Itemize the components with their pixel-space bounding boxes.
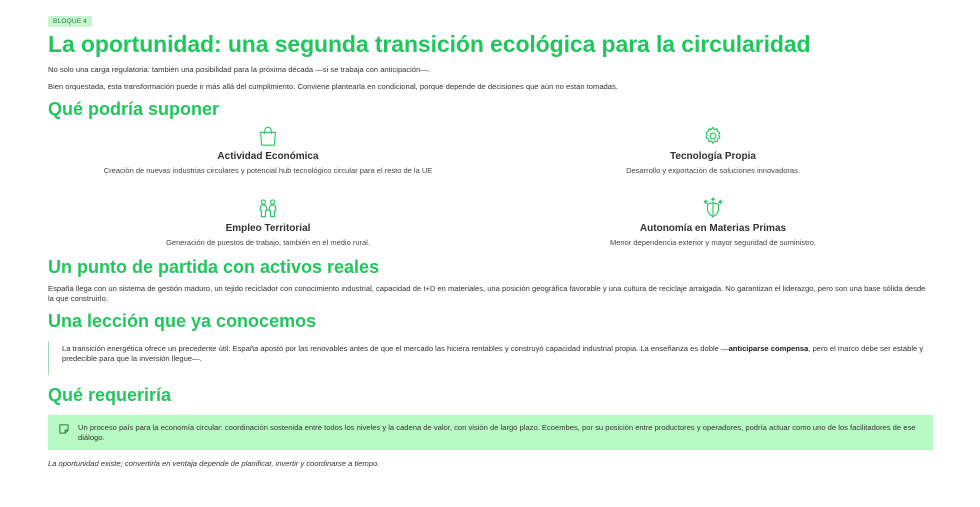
leccion-text-end: , pero el marco debe ser estable y predecible para que la inversión llegue—. (62, 344, 924, 363)
heading-punto-de-partida: Un punto de partida con activos reales (48, 257, 380, 277)
leccion-quote (48, 341, 933, 375)
heading-leccion: Una lección que ya conocemos (48, 311, 317, 331)
benefit-title: Actividad Económica (217, 151, 319, 162)
shopping-bag-icon (257, 125, 279, 147)
leccion-text-start: La transición energética ofrece un precedente útil: España apostó por las renovables antes de que el mercado las hiciera rentables y construyó capacidad industrial propia. La enseñanza es doble — (62, 344, 729, 353)
shield-sparkle-icon (702, 197, 724, 219)
intro-paragraph-2: Bien orquestada, esta transformación puede ir más allá del cumplimiento. Conviene plantearla en condicional, porque depende de decisiones que aún no están tomadas. (48, 82, 618, 91)
benefit-title: Empleo Territorial (225, 223, 311, 234)
benefit-title: Tecnología Propia (670, 151, 756, 162)
benefit-autonomia-materias-primas (493, 197, 933, 248)
benefit-empleo-territorial (48, 197, 488, 248)
heading-que-podria-suponer: Qué podría suponer (48, 99, 220, 119)
leccion-emphasis: anticiparse compensa (728, 344, 809, 353)
requeriria-text: Un proceso país para la economía circular: coordinación sostenida entre todos los niveles y la cadena de valor, con visión de largo plazo. Ecoembes, por su posición entre productores y operadores, podría actuar como uno de los facilitadores de ese diálogo. (78, 423, 916, 442)
requeriria-callout (48, 415, 933, 450)
gear-icon (702, 125, 724, 147)
document-page (48, 10, 933, 469)
page-title: La oportunidad: una segunda transición ecológica para la circularidad (48, 31, 811, 57)
section-badge: BLOQUE 4 (48, 16, 92, 27)
benefit-description: Desarrollo y exportación de soluciones innovadoras. (626, 166, 800, 175)
benefits-grid (48, 120, 933, 255)
benefit-actividad-economica (48, 125, 488, 176)
punto-paragraph: España llega con un sistema de gestión maduro, un tejido reciclador con conocimiento industrial, capacidad de I+D en materiales, una posición geográfica favorable y una cultura de reciclaje arraigada. No garantizan el liderazgo, pero son una base sólida desde la que construirlo. (48, 284, 926, 303)
leccion-paragraph (62, 344, 933, 364)
benefit-tecnologia-propia (493, 125, 933, 176)
heading-que-requeriria: Qué requeriría (48, 385, 172, 405)
benefit-description: Menor dependencia exterior y mayor seguridad de suministro. (610, 238, 816, 247)
benefit-description: Creación de nuevas industrias circulares y potencial hub tecnológico circular para el resto de la UE (103, 166, 433, 175)
intro-paragraph-1: No solo una carga regulatoria: también una posibilidad para la próxima década —si se trabaja con anticipación—. (48, 65, 431, 74)
closing-statement: La oportunidad existe; convertirla en ventaja depende de planificar, invertir y coordinarse a tiempo. (48, 459, 380, 468)
benefit-title: Autonomía en Materias Primas (639, 223, 787, 234)
workers-icon (257, 197, 279, 219)
benefit-description: Generación de puestos de trabajo, también en el medio rural. (166, 238, 370, 247)
note-icon (58, 423, 70, 435)
